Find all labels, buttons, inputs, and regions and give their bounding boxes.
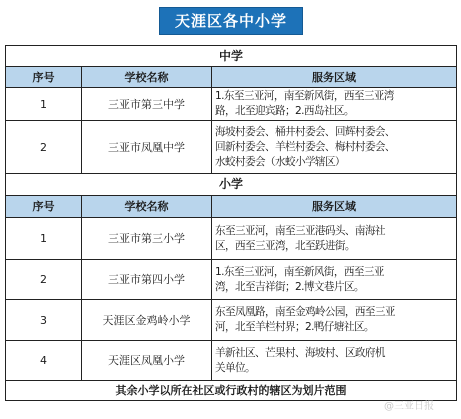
service-area — [212, 300, 457, 341]
page-title: 天涯区各中小学 — [159, 7, 303, 35]
header-row-middle — [6, 67, 457, 88]
school-name: 三亚市第四小学 — [82, 260, 212, 300]
service-area-line: 1.东至三亚河，南至新风街，西至三亚 — [215, 265, 384, 278]
section-row-primary — [6, 174, 457, 196]
header-area: 服务区域 — [212, 67, 457, 88]
service-area-line: 羊新社区、芒果村、海坡村、区政府机 — [215, 346, 385, 359]
service-area — [212, 260, 457, 300]
service-area-line: 路，北至迎宾路；2.西岛社区。 — [215, 105, 354, 117]
school-name: 天涯区凤凰小学 — [82, 341, 212, 381]
header-number: 序号 — [6, 67, 82, 88]
header-area: 服务区域 — [212, 196, 457, 218]
table-row — [6, 341, 457, 381]
table-row — [6, 260, 457, 300]
row-number: 2 — [6, 260, 82, 300]
school-name: 天涯区金鸡岭小学 — [82, 300, 212, 341]
school-name: 三亚市第三中学 — [82, 88, 212, 121]
row-number: 4 — [6, 341, 82, 381]
service-area-line: 湾，北至吉祥街；2.博文巷片区。 — [215, 280, 364, 293]
row-number: 3 — [6, 300, 82, 341]
header-row-primary — [6, 196, 457, 218]
table-row — [6, 88, 457, 121]
service-area — [212, 88, 457, 121]
school-district-table — [5, 45, 457, 401]
service-area-line: 1.东至三亚河，南至新风街，西至三亚湾 — [215, 90, 394, 102]
row-number: 1 — [6, 88, 82, 121]
service-area-line: 海坡村委会、桶井村委会、回辉村委会、 — [215, 125, 395, 138]
service-area-line: 水蛟村委会（水蛟小学辖区） — [215, 155, 345, 168]
row-number: 1 — [6, 218, 82, 260]
service-area-line: 东至三亚河，南至三亚港码头、南海社 — [215, 224, 385, 237]
section-title-middle: 中学 — [6, 46, 457, 67]
service-area-line: 东至凤凰路，南至金鸡岭公园，西至三亚 — [215, 306, 395, 318]
header-school: 学校名称 — [82, 196, 212, 218]
table-row — [6, 218, 457, 260]
footer-note: 其余小学以所在社区或行政村的辖区为划片范围 — [6, 381, 457, 401]
service-area — [212, 218, 457, 260]
header-school: 学校名称 — [82, 67, 212, 88]
table-row — [6, 121, 457, 174]
school-name: 三亚市第三小学 — [82, 218, 212, 260]
service-area-line: 回新村委会、羊栏村委会、梅村村委会、 — [215, 140, 395, 153]
service-area-line: 关单位。 — [215, 361, 255, 374]
table-row — [6, 300, 457, 341]
section-title-primary: 小学 — [6, 174, 457, 196]
watermark: @三亚日报 — [384, 401, 434, 412]
row-number: 2 — [6, 121, 82, 174]
service-area — [212, 121, 457, 174]
header-number: 序号 — [6, 196, 82, 218]
service-area — [212, 341, 457, 381]
service-area-line: 河，北至羊栏村界；2.鸭仔塘社区。 — [215, 321, 374, 333]
section-row-middle — [6, 46, 457, 67]
service-area-line: 区，西至三亚湾，北至跃进街。 — [215, 239, 355, 252]
school-name: 三亚市凤凰中学 — [82, 121, 212, 174]
